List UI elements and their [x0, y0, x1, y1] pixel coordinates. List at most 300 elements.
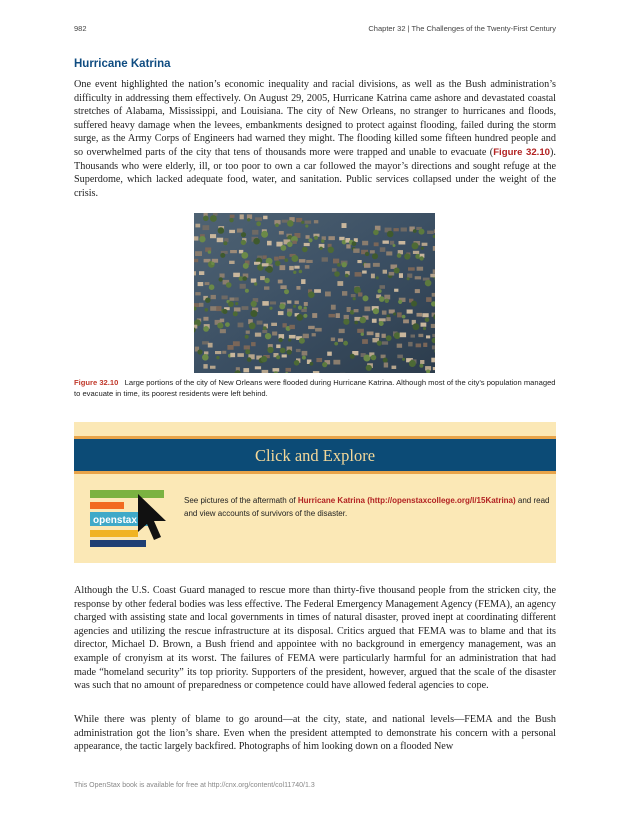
tree — [402, 358, 405, 361]
rooftop — [247, 214, 252, 219]
rooftop — [399, 241, 406, 245]
rooftop — [217, 238, 224, 243]
rooftop — [407, 274, 412, 278]
rooftop — [233, 273, 240, 277]
tree — [225, 322, 230, 327]
tree — [373, 230, 379, 236]
tree — [205, 308, 209, 312]
tree — [293, 271, 296, 274]
rooftop — [260, 276, 265, 280]
rooftop — [215, 351, 221, 354]
tree — [425, 317, 430, 322]
body-paragraph: While there was plenty of blame to go around—at the city, state, and national levels—FEMA and the Bush administration got the lion’s share. Even when the president attempted to demonstrate his concern with a personal appearance, the tactic largely backfired. Photographs of him looking down on a flooded New — [74, 714, 556, 753]
tree — [253, 238, 260, 245]
tree — [423, 327, 426, 330]
rooftop — [264, 286, 269, 289]
tree — [241, 240, 246, 245]
rooftop — [431, 324, 435, 328]
rooftop — [211, 295, 216, 299]
tree — [354, 321, 358, 325]
rooftop — [305, 221, 312, 224]
rooftop — [431, 358, 435, 363]
rooftop — [315, 328, 322, 332]
rooftop — [270, 301, 276, 304]
rooftop — [399, 273, 403, 278]
rooftop — [329, 314, 336, 318]
rooftop — [416, 344, 422, 348]
rooftop — [397, 355, 403, 359]
rooftop — [328, 236, 335, 240]
rooftop — [421, 323, 427, 327]
tree — [219, 277, 223, 281]
tree — [223, 241, 227, 245]
tree — [287, 242, 293, 248]
rooftop — [372, 319, 377, 323]
rooftop — [230, 298, 235, 301]
rooftop — [230, 215, 235, 218]
tree — [299, 270, 303, 274]
tree — [337, 263, 341, 267]
rooftop — [234, 307, 241, 311]
tree — [203, 216, 209, 222]
rooftop — [417, 267, 424, 271]
figure-label: Figure 32.10 — [74, 378, 119, 387]
rooftop — [199, 303, 204, 307]
tree — [256, 221, 261, 226]
tree — [411, 301, 417, 307]
rooftop — [203, 225, 210, 230]
tree — [379, 321, 384, 326]
tree — [217, 323, 223, 329]
tree — [280, 348, 286, 354]
rooftop — [389, 272, 395, 276]
rooftop — [415, 276, 421, 279]
intro-text-end: ). Thousands who were elderly, ill, or too poor to own a car followed the mayor’s directions and sought refuge at the Superdome, which lacked adequate food, water, and sanitation. Public services collapsed under the weight of the crisis. — [74, 146, 556, 199]
tree — [371, 355, 377, 361]
tree — [269, 307, 272, 310]
rooftop — [432, 293, 435, 297]
rooftop — [434, 229, 435, 233]
rooftop — [203, 317, 208, 321]
rooftop — [287, 300, 291, 303]
rooftop — [304, 243, 310, 246]
tree — [278, 338, 282, 342]
rooftop — [280, 285, 286, 289]
rooftop — [199, 271, 204, 275]
tree — [310, 362, 314, 366]
flooded-new-orleans-photo — [194, 213, 435, 373]
tree — [393, 312, 396, 315]
rooftop — [195, 251, 202, 256]
rooftop — [238, 323, 244, 328]
rooftop — [278, 280, 283, 284]
rooftop — [205, 282, 210, 285]
rooftop — [279, 231, 284, 235]
tree — [279, 303, 285, 309]
rooftop — [314, 220, 318, 223]
rooftop — [210, 366, 216, 369]
rooftop — [242, 306, 249, 310]
rooftop — [383, 270, 387, 274]
rooftop — [375, 333, 379, 338]
tree — [394, 268, 400, 274]
rooftop — [252, 230, 258, 235]
rooftop — [351, 294, 356, 297]
intro-text-start: One event highlighted the nation’s economic inequality and racial divisions, as well as the Bush administration’s difficulty in addressing them effectively. On August 29, 2005, Hurricane Katrina came ashore and devastated coastal stretches of Alabama, Mississippi, and Louisiana. The city of New Orleans, no stranger to hurricanes and floods, suffered heavy damage when the levees, embankments designed to protect against flooding, failed during the storm surge, as the Army Corps of Engineers had warned they might. The flooding killed some fifteen hundred people and so overwhelmed parts of the city that tens of thousands more were trapped and unable to evacuate ( — [74, 79, 556, 158]
tree — [365, 252, 369, 256]
tree — [419, 364, 423, 368]
rooftop — [279, 256, 285, 259]
tree — [226, 282, 232, 288]
rooftop — [354, 309, 359, 312]
tree — [373, 308, 379, 314]
rooftop — [394, 228, 399, 231]
tree — [308, 291, 315, 298]
tree — [352, 241, 357, 246]
rooftop — [382, 341, 388, 344]
rooftop — [299, 259, 306, 263]
tree — [419, 256, 423, 260]
tree — [409, 360, 416, 367]
tree — [321, 240, 324, 243]
tree — [288, 338, 291, 341]
rooftop — [432, 345, 435, 349]
tree — [308, 238, 312, 242]
click-and-explore-banner — [74, 436, 556, 474]
tree — [245, 349, 250, 354]
openstax-logo-text: openstax — [93, 515, 137, 526]
tree — [210, 215, 217, 222]
rooftop — [296, 349, 301, 352]
rooftop — [337, 281, 343, 286]
rooftop — [229, 261, 235, 264]
rooftop — [194, 271, 196, 275]
tree — [385, 299, 389, 303]
intro-paragraph — [74, 78, 556, 200]
rooftop — [314, 289, 321, 293]
tree — [343, 341, 348, 346]
tree — [199, 236, 205, 242]
tree — [387, 231, 394, 238]
tree — [419, 229, 425, 235]
rooftop — [408, 342, 413, 347]
tree — [264, 278, 269, 283]
rooftop — [243, 368, 249, 372]
rooftop — [407, 310, 413, 314]
rooftop — [230, 353, 235, 357]
rooftop — [374, 242, 379, 246]
rooftop — [195, 224, 200, 228]
tree — [296, 314, 303, 321]
rooftop — [271, 323, 277, 326]
tree — [393, 244, 396, 247]
tree — [328, 247, 334, 253]
tree — [197, 349, 202, 354]
tree — [284, 258, 288, 262]
tree — [267, 347, 273, 353]
rooftop — [413, 251, 419, 254]
rooftop — [289, 325, 295, 329]
rooftop — [331, 305, 336, 310]
tree — [203, 326, 209, 332]
rooftop — [257, 321, 263, 325]
rooftop — [262, 301, 269, 306]
tree — [261, 356, 267, 362]
rooftop — [289, 335, 296, 339]
rooftop — [386, 251, 392, 255]
rooftop — [302, 351, 308, 356]
tree — [402, 315, 406, 319]
tree — [291, 255, 298, 262]
rooftop — [251, 279, 256, 283]
tree — [228, 301, 234, 307]
rooftop — [210, 306, 217, 311]
rooftop — [316, 358, 322, 362]
tree — [287, 311, 292, 316]
tree — [361, 333, 364, 336]
rooftop — [235, 297, 239, 300]
tree — [404, 253, 410, 259]
rooftop — [426, 297, 432, 302]
rooftop — [338, 338, 343, 341]
rooftop — [382, 334, 386, 338]
tree — [383, 358, 388, 363]
tree — [353, 297, 356, 300]
rooftop — [222, 351, 226, 354]
rooftop — [230, 250, 237, 253]
tree — [241, 232, 246, 237]
rooftop — [417, 313, 423, 317]
tree — [284, 289, 289, 294]
rooftop — [426, 335, 430, 338]
tree — [287, 220, 294, 227]
rooftop — [333, 259, 339, 264]
page-number: 982 — [74, 24, 87, 33]
figure-caption — [74, 377, 556, 399]
tree — [249, 322, 256, 329]
rooftop — [303, 334, 309, 339]
tree — [363, 295, 369, 301]
tree — [314, 236, 318, 240]
rooftop — [233, 341, 240, 346]
tree — [322, 362, 327, 367]
rooftop — [301, 309, 307, 312]
rooftop — [401, 228, 407, 232]
rooftop — [222, 296, 228, 300]
rooftop — [353, 249, 359, 253]
rooftop — [433, 269, 435, 273]
rooftop — [308, 326, 315, 329]
tree — [211, 262, 214, 265]
tree — [265, 333, 271, 339]
tree — [251, 301, 257, 307]
tree — [245, 335, 249, 339]
rooftop — [430, 274, 435, 278]
rooftop — [364, 307, 370, 312]
tree — [413, 229, 417, 233]
tree — [342, 262, 347, 267]
rooftop — [227, 345, 233, 350]
tree — [263, 326, 267, 330]
rooftop — [306, 235, 310, 239]
rooftop — [313, 371, 319, 373]
rooftop — [237, 229, 243, 233]
tree — [250, 310, 257, 317]
rooftop — [194, 259, 198, 262]
tree — [413, 323, 420, 330]
tree — [245, 289, 249, 293]
tree — [294, 360, 300, 366]
rooftop — [198, 282, 204, 286]
rooftop — [262, 330, 267, 333]
tree — [220, 253, 225, 258]
rooftop — [397, 344, 402, 348]
tree — [398, 300, 402, 304]
rooftop — [306, 260, 313, 263]
rooftop — [362, 271, 367, 274]
tree — [302, 247, 308, 253]
rooftop — [418, 334, 423, 337]
rooftop — [220, 329, 226, 333]
rooftop — [322, 257, 328, 261]
rooftop — [296, 218, 302, 222]
tree — [372, 253, 378, 259]
tree — [378, 289, 382, 293]
tree — [235, 302, 238, 305]
chapter-title: Chapter 32 | The Challenges of the Twenty-First Century — [368, 24, 556, 33]
rooftop — [305, 265, 310, 269]
rooftop — [380, 285, 386, 289]
rooftop — [379, 318, 386, 321]
tree — [293, 305, 296, 308]
click-and-explore-box — [74, 422, 556, 563]
running-header — [74, 24, 556, 36]
tree — [397, 253, 402, 258]
tree — [242, 276, 247, 281]
rooftop — [262, 370, 269, 373]
rooftop — [325, 292, 331, 297]
hurricane-katrina-link[interactable]: Hurricane Katrina (http://openstaxcollege.org/l/15Katrina) — [297, 496, 516, 505]
rooftop — [289, 266, 294, 270]
tree — [218, 227, 225, 234]
rooftop — [433, 367, 435, 370]
tree — [407, 277, 410, 280]
rooftop — [229, 230, 235, 233]
tree — [366, 365, 372, 371]
tree — [287, 350, 292, 355]
tree — [303, 314, 307, 318]
tree — [261, 231, 268, 238]
rooftop — [415, 289, 420, 293]
rooftop — [204, 351, 208, 354]
rooftop — [216, 306, 221, 311]
rooftop — [423, 343, 427, 347]
explore-text-start: See pictures of the aftermath of — [184, 496, 298, 505]
rooftop — [255, 366, 261, 369]
tree — [334, 342, 338, 346]
rooftop — [357, 260, 361, 263]
tree — [202, 354, 209, 361]
rooftop — [397, 312, 402, 317]
rooftop — [355, 272, 362, 277]
rooftop — [280, 265, 286, 270]
explore-text-end: and read and view accounts of survivors of the disaster. — [184, 496, 550, 518]
rooftop — [272, 332, 277, 336]
rooftop — [331, 338, 335, 342]
tree — [247, 218, 250, 221]
rooftop — [400, 333, 406, 338]
rooftop — [411, 335, 416, 338]
rooftop — [296, 286, 300, 290]
rooftop — [194, 303, 200, 307]
rooftop — [203, 364, 207, 369]
body-paragraph: Although the U.S. Coast Guard managed to rescue more than thirty-five thousand people from the stricken city, the response by other federal bodies was less effective. The Federal Emergency Management Agency (FEMA), an agency charged with assisting state and local governments in times of natural disaster, proved inept at coordinating different agencies and utilizing the rescue infrastructure at its disposal. Critics argued that FEMA was to blame and that its director, Michael D. Brown, a Bush friend and appointee with no background in emergency management, was an example of cronyism at its worst. The failures of FEMA were particularly harmful for an administration that had made “homeland security” its top priority. Supporters of the president, however, argued that the scale of the disaster was such that no amount of preparedness or competence could have allowed federal agencies to cope. — [74, 585, 556, 692]
tree — [319, 247, 322, 250]
tree — [205, 298, 210, 303]
rooftop — [240, 214, 244, 219]
rooftop — [282, 354, 287, 357]
rooftop — [384, 363, 388, 368]
rooftop — [255, 217, 262, 221]
rooftop — [362, 241, 368, 246]
tree — [243, 263, 249, 269]
rooftop — [263, 255, 267, 259]
figure-reference-link[interactable]: Figure 32.10 — [493, 146, 551, 158]
rooftop — [292, 241, 296, 244]
tree — [425, 280, 432, 287]
rooftop — [342, 223, 347, 228]
page-footer: This OpenStax book is available for free at http://cnx.org/content/col11740/1.3 — [74, 782, 315, 789]
rooftop — [433, 246, 435, 251]
rooftop — [276, 345, 280, 349]
rooftop — [304, 302, 308, 306]
rooftop — [422, 313, 428, 317]
tree — [302, 356, 306, 360]
rooftop — [357, 329, 364, 333]
tree — [345, 274, 349, 278]
tree — [379, 296, 385, 302]
rooftop — [312, 313, 317, 318]
rooftop — [336, 313, 340, 318]
rooftop — [383, 241, 389, 244]
rooftop — [332, 268, 337, 272]
click-and-explore-title: Click and Explore — [254, 446, 376, 465]
rooftop — [220, 274, 225, 278]
rooftop — [346, 244, 350, 248]
rooftop — [267, 241, 272, 246]
rooftop — [403, 319, 409, 323]
tree — [360, 317, 367, 324]
rooftop — [344, 315, 349, 319]
rooftop — [283, 323, 287, 327]
tree — [247, 357, 252, 362]
tree — [350, 354, 355, 359]
rooftop — [380, 247, 386, 252]
rooftop — [301, 279, 305, 284]
rooftop — [240, 284, 246, 289]
rooftop — [333, 360, 340, 365]
tree — [377, 341, 382, 346]
rooftop — [364, 263, 370, 268]
tree — [421, 247, 424, 250]
rooftop — [370, 250, 375, 253]
rooftop — [312, 333, 316, 336]
tree — [412, 242, 419, 249]
rooftop — [274, 257, 279, 261]
rooftop — [295, 301, 299, 305]
tree — [209, 284, 215, 290]
rooftop — [278, 311, 284, 315]
